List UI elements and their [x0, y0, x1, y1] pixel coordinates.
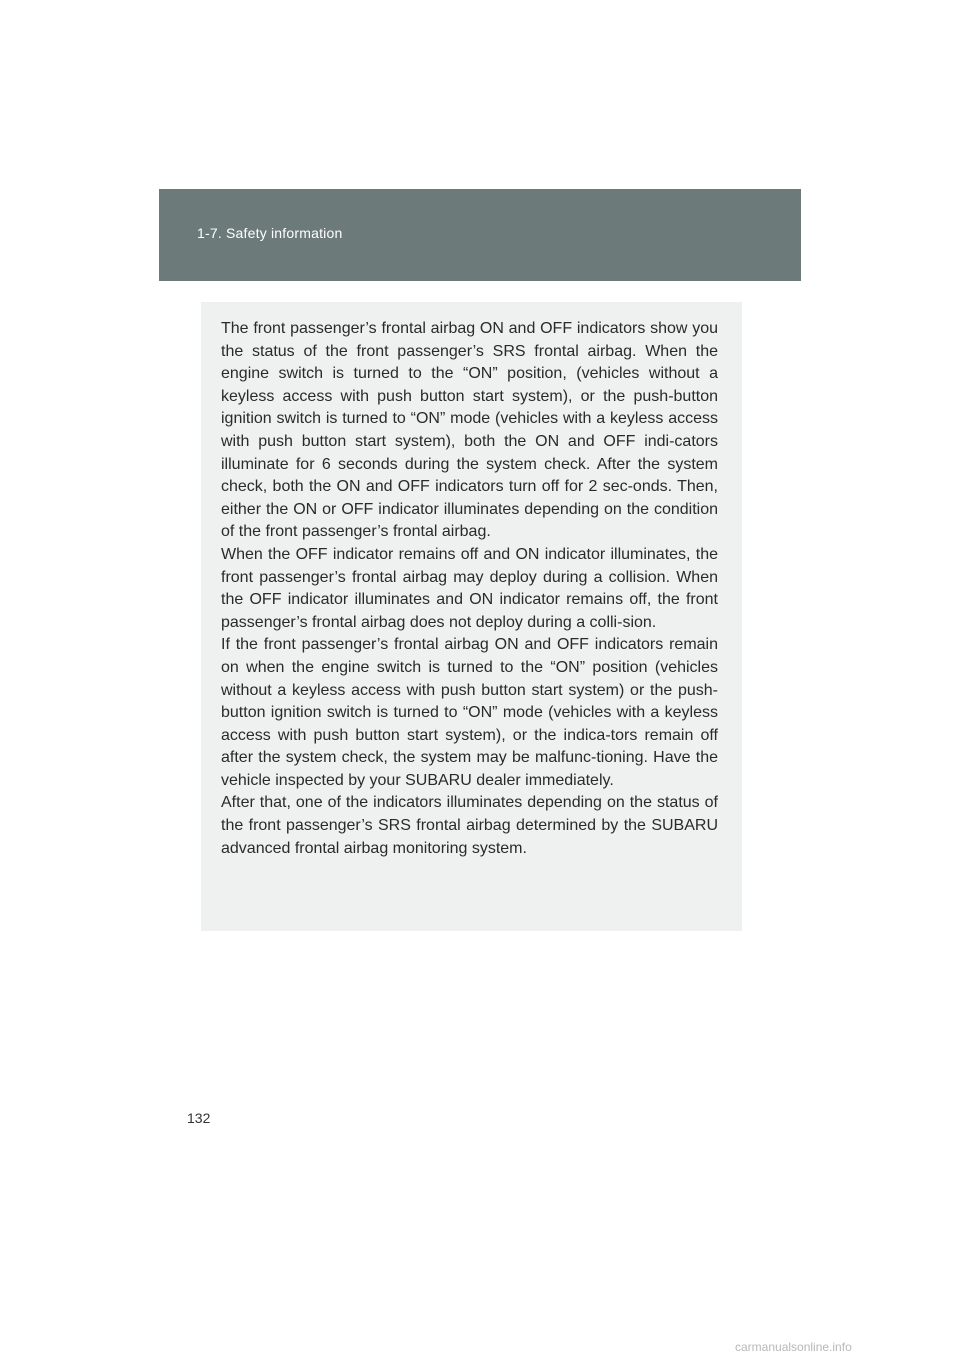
- info-paragraph: When the OFF indicator remains off and ON indicator illuminates, the front passenger’s frontal airbag may deploy during a collision. When the OFF indicator illuminates and ON indicator remains off, the front passenger’s frontal airbag does not deploy during a colli-sion.: [221, 545, 718, 631]
- info-paragraph: The front passenger’s frontal airbag ON and OFF indicators show you the status of the front passenger’s SRS frontal airbag. When the engine switch is turned to the “ON” position, (vehicles without a keyless access with push button start system), or the push-button ignition switch is turned to “ON” mode (vehicles with a keyless access with push button start system), both the ON and OFF indi-cators illuminate for 6 seconds during the system check. After the system check, both the ON and OFF indicators turn off for 2 sec-onds. Then, either the ON or OFF indicator illuminates depending on the condition of the front passenger’s frontal airbag.: [221, 320, 718, 541]
- watermark: carmanualsonline.info: [735, 1340, 852, 1354]
- section-header-band: [159, 189, 801, 281]
- airbag-indicator-info-box: [201, 302, 742, 931]
- info-paragraph: If the front passenger’s frontal airbag ON and OFF indicators remain on when the engine switch is turned to the “ON” position (vehicles without a keyless access with push button start system) or the push-button ignition switch is turned to “ON” mode (vehicles with a keyless access with push button start system), or the indica-tors remain off after the system check, the system may be malfunc-tioning. Have the vehicle inspected by your SUBARU dealer immediately.: [221, 636, 718, 789]
- page-number: 132: [187, 1110, 211, 1126]
- section-title: 1-7. Safety information: [197, 225, 343, 241]
- info-paragraph: After that, one of the indicators illuminates depending on the status of the front passenger’s SRS frontal airbag determined by the SUBARU advanced frontal airbag monitoring system.: [221, 794, 718, 857]
